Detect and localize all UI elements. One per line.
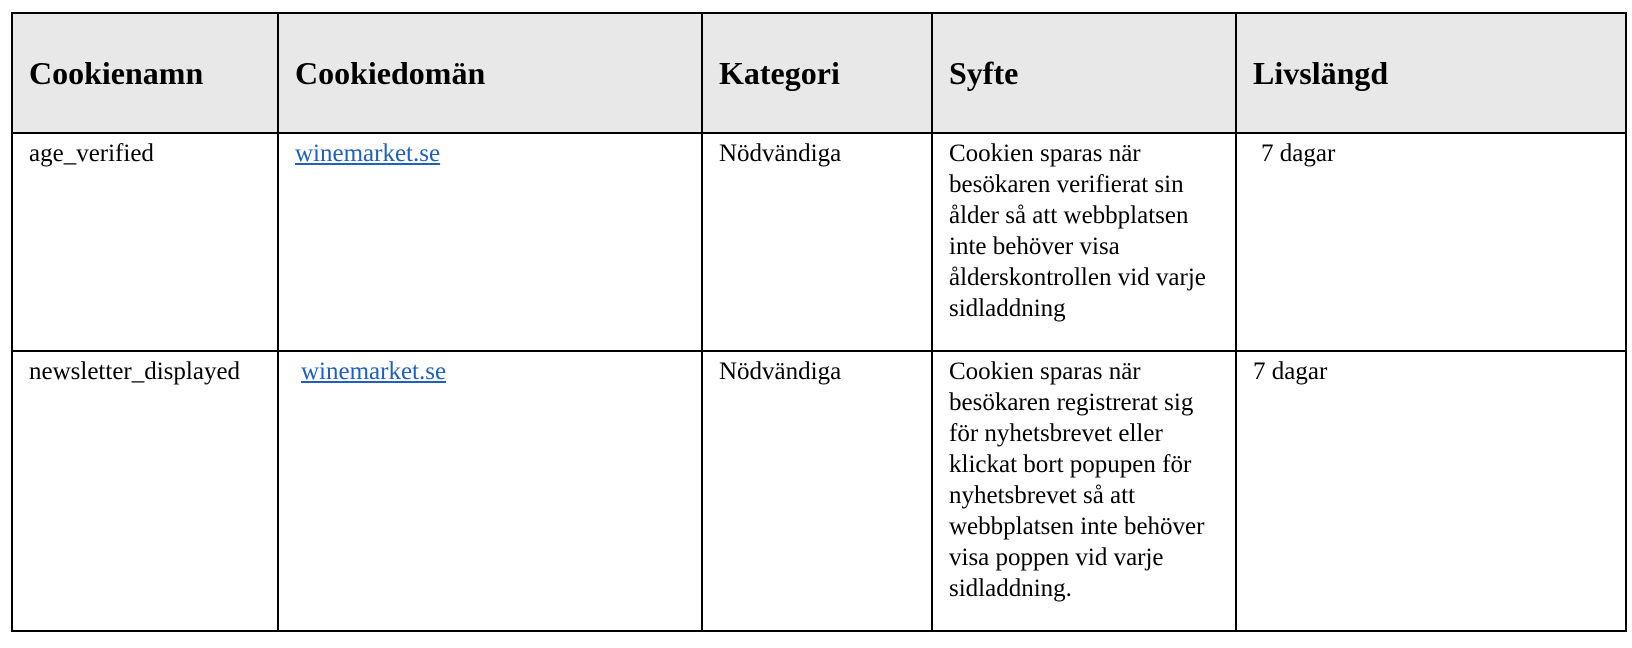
cell-lifetime xyxy=(1236,133,1626,351)
cell-lifetime: 7 dagar xyxy=(1236,351,1626,631)
header-cookie-name: Cookienamn xyxy=(12,13,278,133)
cookie-table xyxy=(11,12,1627,632)
table-body xyxy=(12,133,1626,631)
header-lifetime: Livslängd xyxy=(1236,13,1626,133)
domain-link-wrapper xyxy=(295,356,446,387)
table-row xyxy=(12,133,1626,351)
domain-link[interactable]: winemarket.se xyxy=(295,140,441,167)
cell-purpose: Cookien sparas när besökaren registrerat sig för nyhetsbrevet eller klickat bort popupen för nyhetsbrevet så att webbplatsen inte behöver visa poppen vid varje sidladdning. xyxy=(932,351,1236,631)
cell-category: Nödvändiga xyxy=(702,351,932,631)
header-purpose: Syfte xyxy=(932,13,1236,133)
cell-cookie-domain xyxy=(278,351,702,631)
cell-category: Nödvändiga xyxy=(702,133,932,351)
cell-cookie-name: age_verified xyxy=(12,133,278,351)
domain-link[interactable]: winemarket.se xyxy=(301,358,447,385)
cell-cookie-domain xyxy=(278,133,702,351)
cell-purpose: Cookien sparas när besökaren verifierat sin ålder så att webbplatsen inte behöver visa ålderskontrollen vid varje sidladdning xyxy=(932,133,1236,351)
header-cookie-domain: Cookiedomän xyxy=(278,13,702,133)
header-category: Kategori xyxy=(702,13,932,133)
header-row xyxy=(12,13,1626,133)
lifetime-value: 7 dagar xyxy=(1261,140,1336,167)
table-header xyxy=(12,13,1626,133)
table-row xyxy=(12,351,1626,631)
cell-cookie-name: newsletter_displayed xyxy=(12,351,278,631)
